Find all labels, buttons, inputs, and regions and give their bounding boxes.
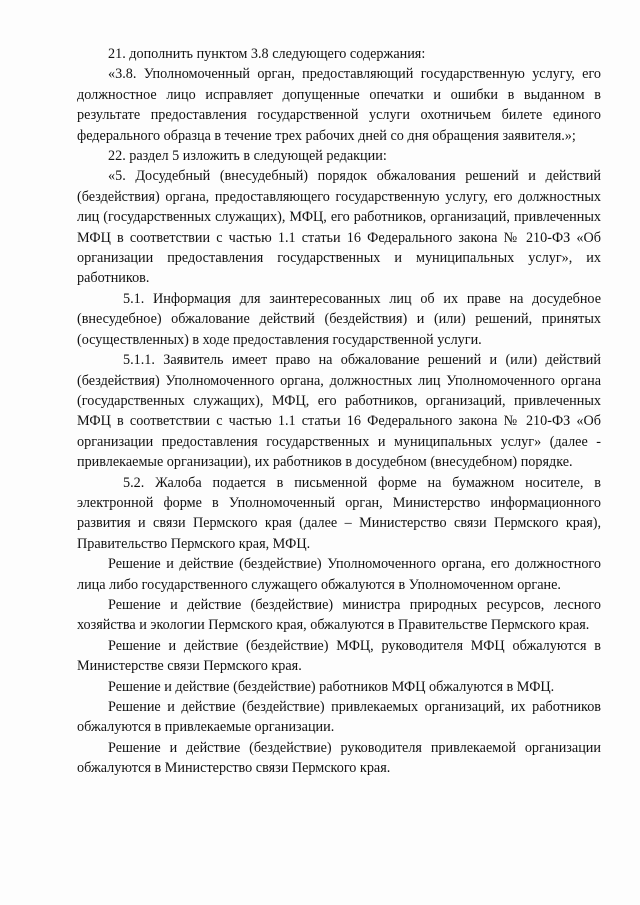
document-body [77, 44, 601, 779]
paragraph-section-5-1: 5.1. Информация для заинтересованных лиц об их праве на досудебное (внесудебное) обжалование действий (бездействия) и (или) решений, принятых (осуществленных) в ходе предоставления государственной услуги. [77, 290, 601, 348]
paragraph-appeal-authorized-body: Решение и действие (бездействие) Уполномоченного органа, его должностного лица либо государственного служащего обжалуются в Уполномоченном органе. [77, 556, 601, 593]
paragraph-section-5-1-1: 5.1.1. Заявитель имеет право на обжалование решений и (или) действий (бездействия) Уполномоченного органа, должностных лиц Уполномоченного органа (государственных служащих), МФЦ, его работников, организаций, привлеченных МФЦ в соответствии с частью 1.1 статьи 16 Федерального закона № 210-ФЗ «Об организации предоставления государственных и муниципальных услуг» (далее - привлекаемые организации), их работников в досудебном (внесудебном) порядке. [77, 352, 601, 471]
paragraph-appeal-minister: Решение и действие (бездействие) министра природных ресурсов, лесного хозяйства и экологии Пермского края, обжалуются в Правительстве Пермского края. [77, 596, 601, 634]
paragraph-appeal-organization-head: Решение и действие (бездействие) руководителя привлекаемой организации обжалуются в Министерство связи Пермского края. [77, 739, 601, 777]
paragraph-appeal-mfc-staff: Решение и действие (бездействие) работников МФЦ обжалуются в МФЦ. [108, 678, 555, 695]
paragraph-section-5-2: 5.2. Жалоба подается в письменной форме на бумажном носителе, в электронной форме в Уполномоченный орган, Министерство информационного развития и связи Пермского края (далее – Министерство связи Пермского края), Правительство Пермского края, МФЦ. [77, 474, 601, 552]
paragraph-appeal-mfc-head: Решение и действие (бездействие) МФЦ, руководителя МФЦ обжалуются в Министерстве связи Пермского края. [77, 637, 601, 675]
paragraph-appeal-organizations: Решение и действие (бездействие) привлекаемых организаций, их работников обжалуются в привлекаемые организации. [77, 699, 601, 736]
paragraph-item-21: 21. дополнить пунктом 3.8 следующего содержания: [108, 46, 426, 62]
paragraph-item-22: 22. раздел 5 изложить в следующей редакции: [108, 148, 387, 165]
paragraph-clause-3-8: «3.8. Уполномоченный орган, предоставляющий государственную услугу, его должностное лицо исправляет допущенные опечатки и ошибки в выданном в результате предоставления государственной услуги охотничьем билете единого федерального образца в течение трех рабочих дней со дня обращения заявителя.»; [77, 66, 601, 144]
paragraph-section-5-title: «5. Досудебный (внесудебный) порядок обжалования решений и действий (бездействия) органа, предоставляющего государственную услугу, его должностных лиц (государственных служащих), МФЦ, его работников, организаций, привлеченных МФЦ в соответствии с частью 1.1 статьи 16 Федерального закона № 210-ФЗ «Об организации предоставления государственных и муниципальных услуг», их работников. [77, 168, 601, 287]
